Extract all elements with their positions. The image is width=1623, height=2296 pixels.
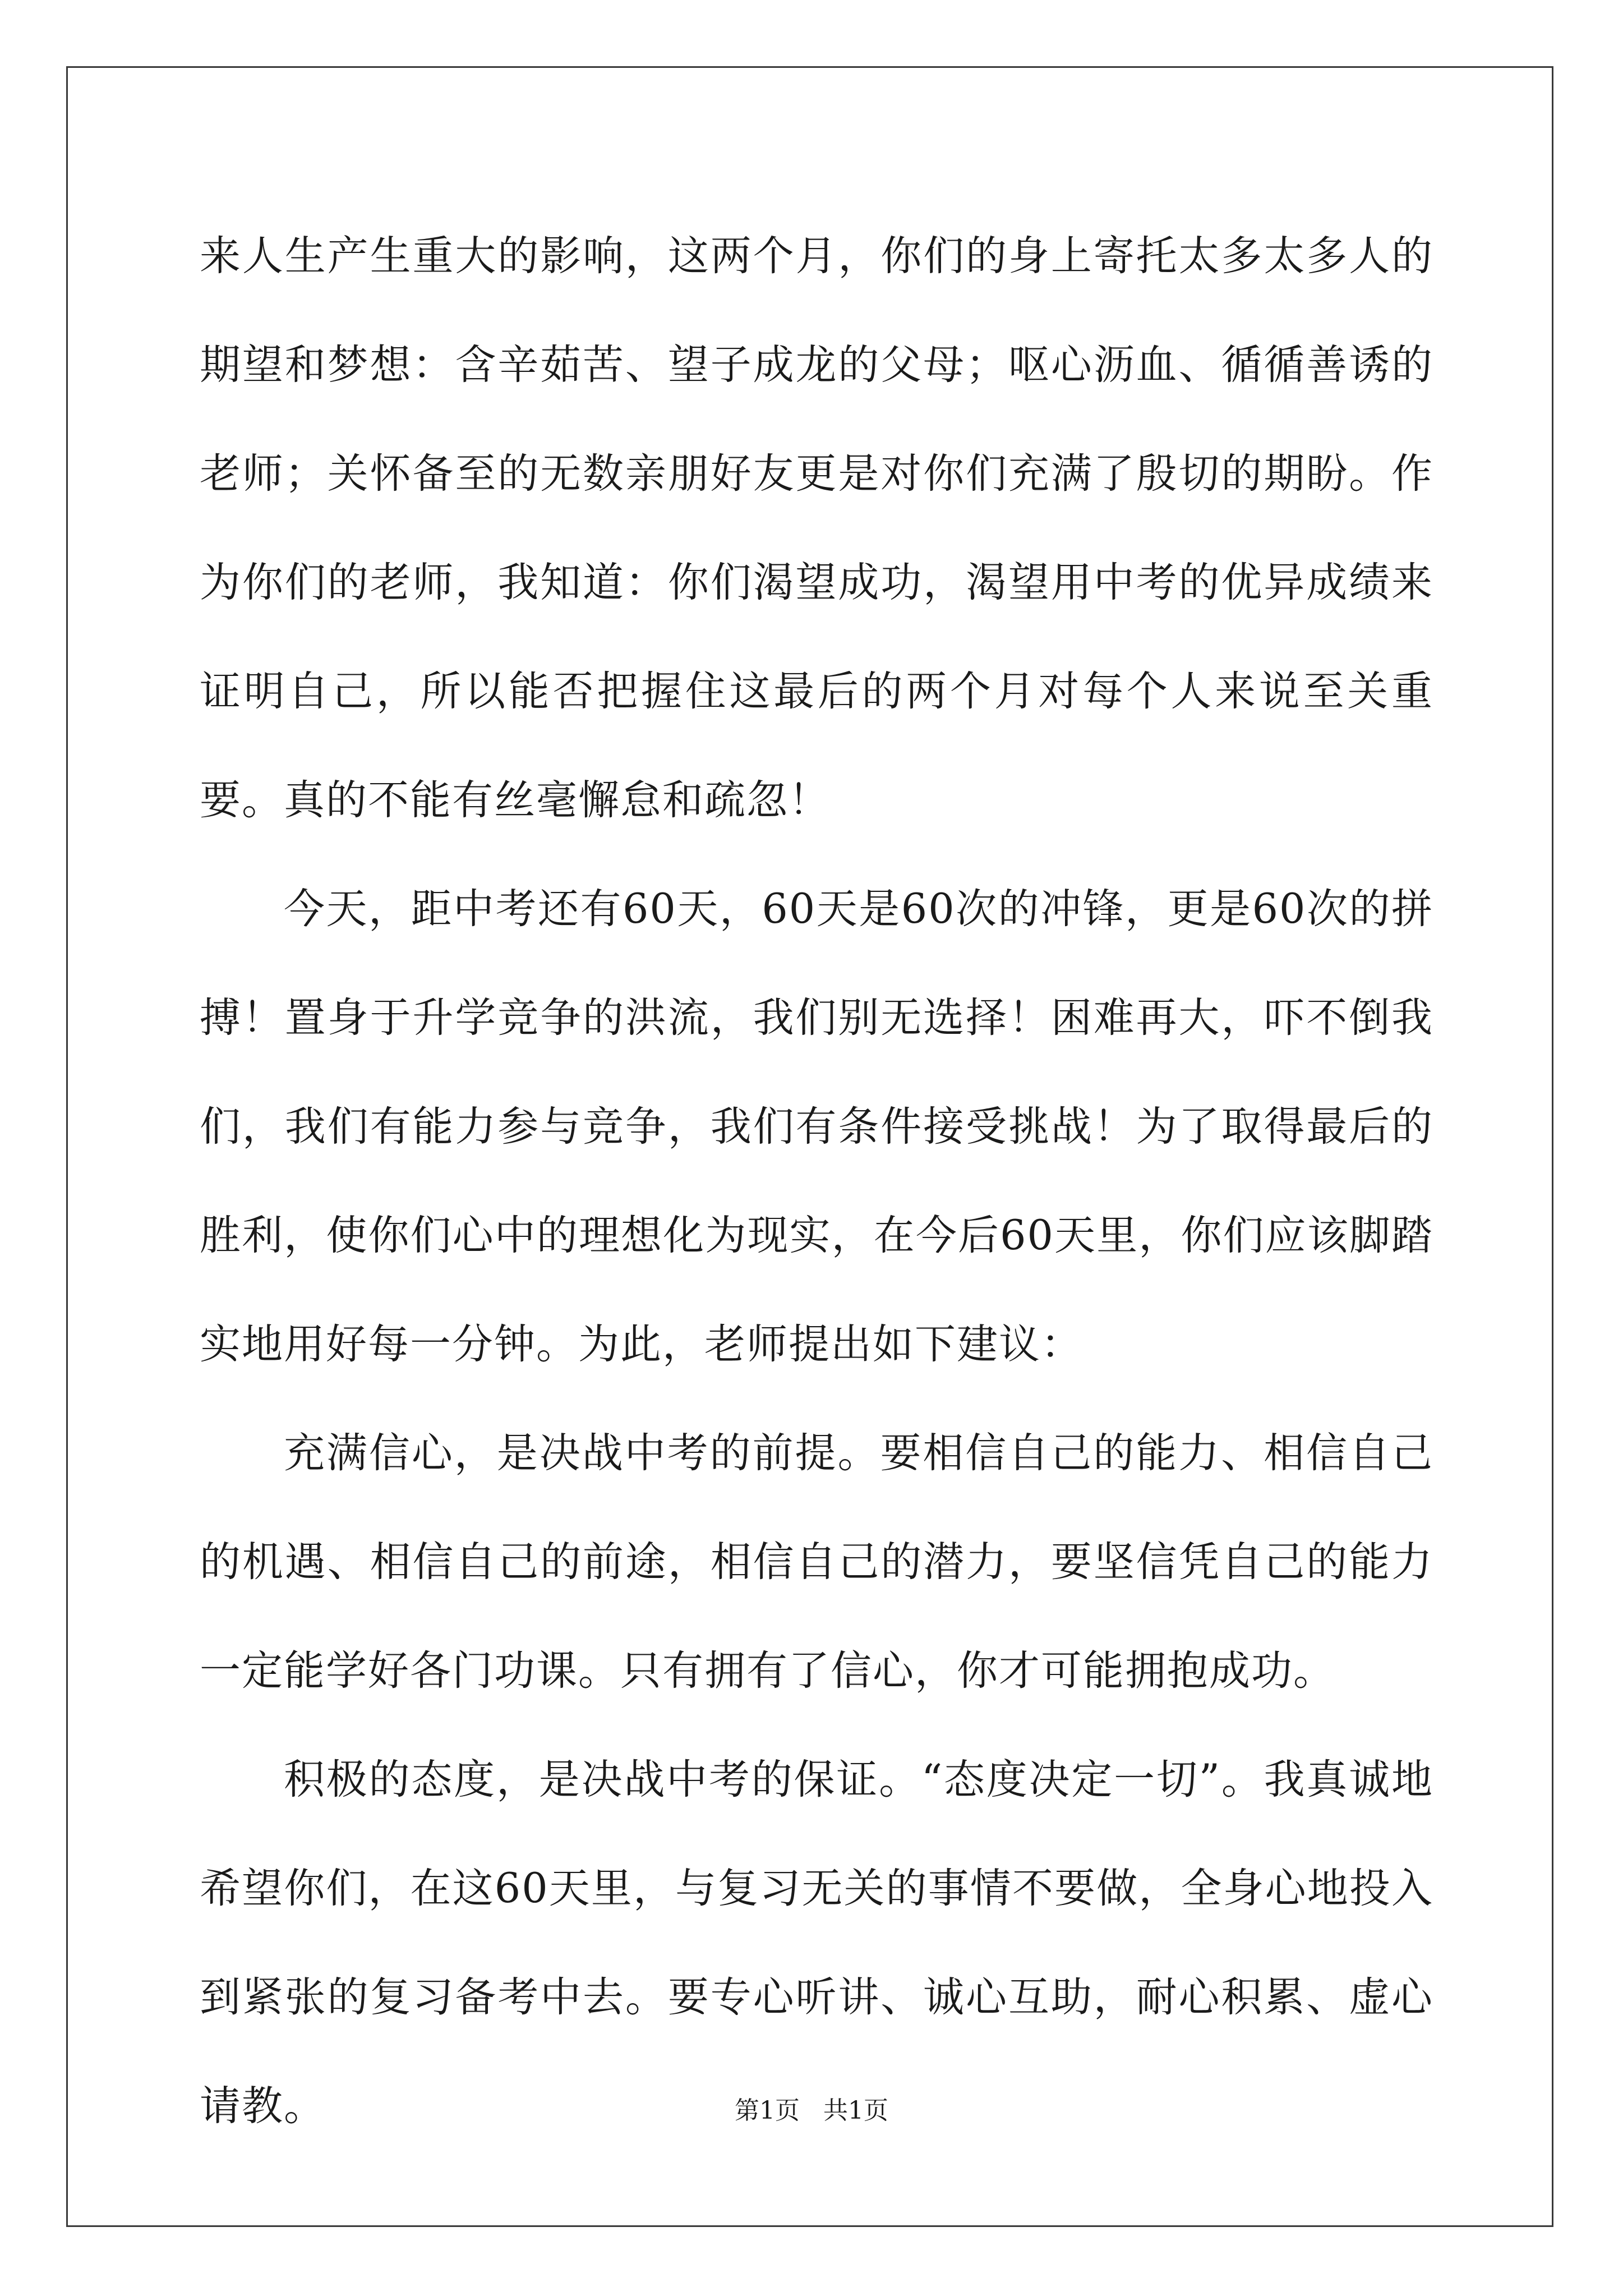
- paragraph-2: 今天，距中考还有60天，60天是60次的冲锋，更是60次的拼搏！置身于升学竞争的洪流，我们别无选择！困难再大，吓不倒我们，我们有能力参与竞争，我们有条件接受挑战！为了取得最后的胜利，使你们心中的理想化为现实，在今后60天里，你们应该脚踏实地用好每一分钟。为此，老师提出如下建议：: [200, 885, 1433, 1368]
- paragraph-1: 来人生产生重大的影响，这两个月，你们的身上寄托太多太多人的期望和梦想：含辛茹苦、望子成龙的父母；呕心沥血、循循善诱的老师；关怀备至的无数亲朋好友更是对你们充满了殷切的期盼。作为你们的老师，我知道：你们渴望成功，渴望用中考的优异成绩来证明自己，所以能否把握住这最后的两个月对每个人来说至关重要。真的不能有丝毫懈怠和疏忽！: [200, 232, 1433, 824]
- document-body: [200, 202, 1433, 2161]
- paragraph-4: 积极的态度，是决战中考的保证。“态度决定一切”。我真诚地希望你们，在这60天里，与复习无关的事情不要做，全身心地投入到紧张的复习备考中去。要专心听讲、诚心互助，耐心积累、虚心请教。: [200, 1756, 1433, 2130]
- paragraph-3: 充满信心，是决战中考的前提。要相信自己的能力、相信自己的机遇、相信自己的前途，相信自己的潜力，要坚信凭自己的能力一定能学好各门功课。只有拥有了信心，你才可能拥抱成功。: [200, 1429, 1433, 1695]
- page-footer: 第1页 共1页: [735, 2096, 888, 2125]
